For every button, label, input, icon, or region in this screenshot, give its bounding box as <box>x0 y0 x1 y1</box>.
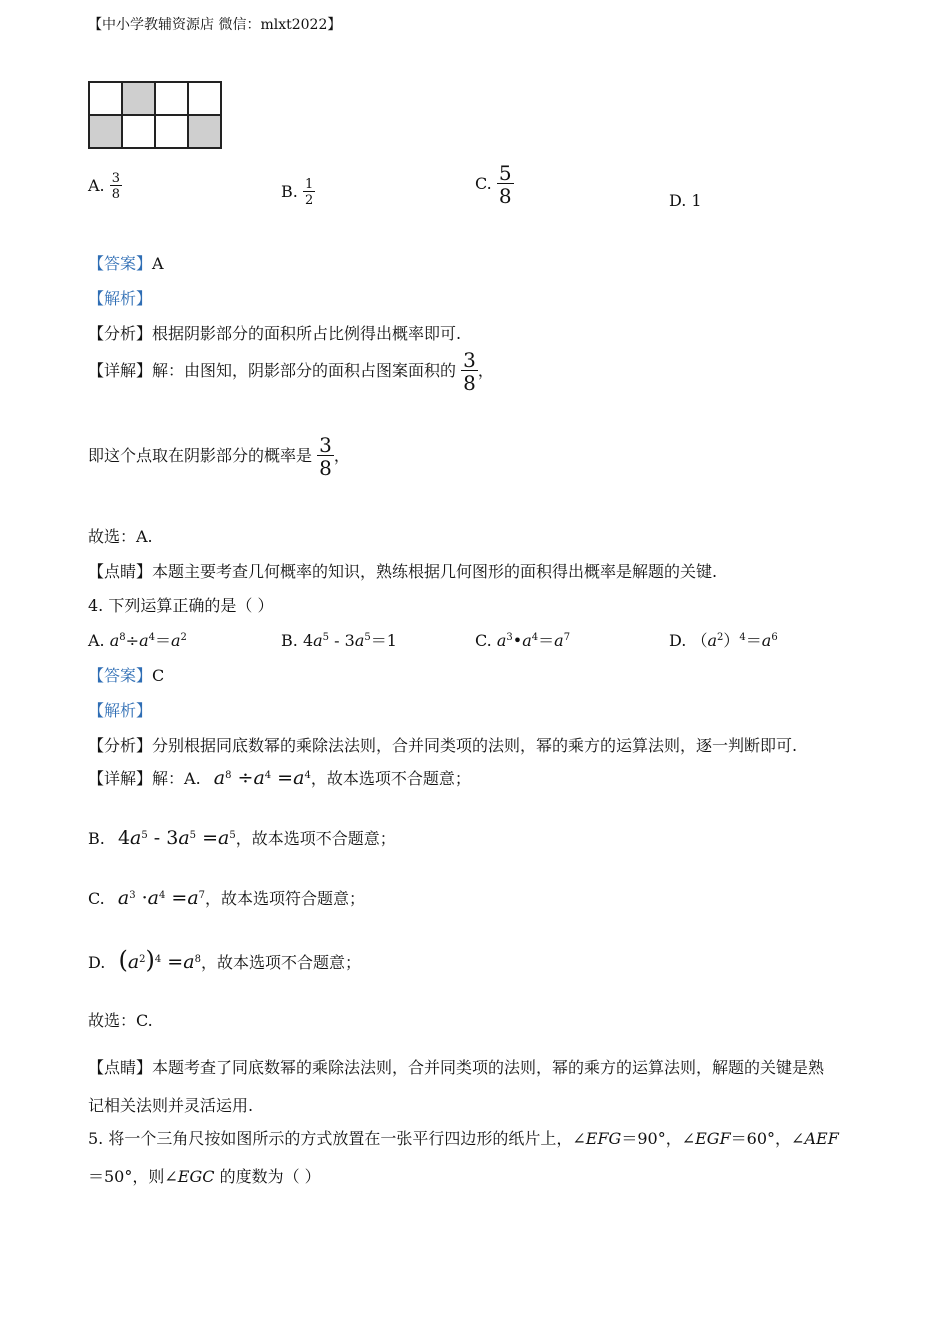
q4-dianjing <box>88 1055 824 1078</box>
q4-detail-d <box>88 946 361 974</box>
q4-analysis-tag: 【解析】 <box>88 701 153 720</box>
q4-option-d <box>669 628 778 651</box>
option-label: C. <box>475 174 492 193</box>
q4-question: 4. 下列运算正确的是（ ） <box>88 596 274 615</box>
math-expr: $a^3•a^4=a^7$ <box>496 631 571 650</box>
fraction <box>317 435 334 478</box>
q4-detail-a <box>88 766 471 789</box>
option-label: A. <box>88 176 105 195</box>
fenxi-tag: 【分析】 <box>88 324 153 343</box>
q4-option-b <box>281 628 397 651</box>
numerator: 3 <box>463 348 476 372</box>
angle-name: AEF <box>804 1129 839 1148</box>
punct: ， <box>333 446 350 465</box>
denominator: 2 <box>304 193 314 208</box>
q5-text: 5. 将一个三角尺按如图所示的方式放置在一张平行四边形的纸片上，∠ <box>88 1129 586 1148</box>
q3-answer <box>88 251 164 274</box>
dianjing-text: 本题考查了同底数幂的乘除法法则，合并同类项的法则，幂的乘方的运算法则，解题的关键是熟 <box>152 1058 825 1077</box>
numerator: 3 <box>319 433 332 457</box>
answer-tag: 【答案】 <box>88 254 153 273</box>
grid-cell <box>89 82 122 115</box>
q4-answer <box>88 663 164 686</box>
denominator: 8 <box>319 456 332 480</box>
q4-fenxi <box>88 733 797 756</box>
q5-question-line1 <box>88 1126 839 1149</box>
q4-dianjing-line2: 记相关法则并灵活运用. <box>88 1096 254 1115</box>
q3-fenxi <box>88 321 461 344</box>
option-label: D. <box>88 953 106 972</box>
numerator: 1 <box>304 177 314 192</box>
q5-question-line2 <box>88 1164 321 1187</box>
q3-detail <box>88 350 494 393</box>
detail-tail: ，故本选项不合题意； <box>310 769 471 788</box>
q4-option-c <box>475 628 570 651</box>
punct: ， <box>477 361 494 380</box>
grid-cell <box>89 115 122 148</box>
math-expr: $4a^5 - 3a^5 =a^5$ <box>117 827 236 849</box>
answer-value: A <box>152 254 164 273</box>
dianjing-tag: 【点睛】 <box>88 1058 153 1077</box>
q3-option-b <box>281 178 315 207</box>
option-label: B. <box>88 829 105 848</box>
angle-name: EGF <box>695 1129 731 1148</box>
q5-text: ＝50°，则∠ <box>88 1167 178 1186</box>
fraction <box>497 163 514 206</box>
q5-text: ＝90°，∠ <box>621 1129 696 1148</box>
option-label: D. <box>669 631 687 650</box>
option-label: C. <box>88 889 105 908</box>
math-expr: $(a^2)^4 =a^8$ <box>118 946 201 974</box>
detail-text: 解：A. <box>152 769 201 788</box>
detail-text: 解：由图知，阴影部分的面积占图案面积的 <box>152 361 457 380</box>
q3-option-c <box>475 163 514 206</box>
grid-cell <box>155 115 188 148</box>
fraction <box>461 350 478 393</box>
grid-cell <box>188 115 221 148</box>
grid-cell <box>122 82 155 115</box>
denominator: 8 <box>498 184 512 208</box>
math-expr: $a^8\div a^4=a^2$ <box>109 631 187 650</box>
numerator: 3 <box>111 171 121 186</box>
grid-cell <box>188 82 221 115</box>
fenxi-text: 分别根据同底数幂的乘除法法则，合并同类项的法则，幂的乘方的运算法则，逐一判断即可. <box>152 736 798 755</box>
page-header: 【中小学教辅资源店 微信：mlxt2022】 <box>88 17 342 33</box>
dianjing-tag: 【点睛】 <box>88 562 153 581</box>
probability-grid-figure <box>88 81 222 149</box>
dianjing-text: 本题主要考查几何概率的知识，熟练根据几何图形的面积得出概率是解题的关键. <box>152 562 718 581</box>
option-label: B. <box>281 631 298 650</box>
q4-detail-c <box>88 886 365 909</box>
numerator: 5 <box>498 161 512 185</box>
fraction <box>110 172 122 201</box>
math-expr: $4a^5 - 3a^5=1$ <box>302 631 397 650</box>
angle-name: EFG <box>585 1129 622 1148</box>
fenxi-tag: 【分析】 <box>88 736 153 755</box>
denominator: 8 <box>463 371 476 395</box>
option-label: C. <box>475 631 492 650</box>
q3-option-d: D. 1 <box>669 191 702 210</box>
q3-option-a <box>88 172 122 201</box>
option-label: B. <box>281 182 298 201</box>
grid-cell <box>155 82 188 115</box>
detail-text: 即这个点取在阴影部分的概率是 <box>88 446 313 465</box>
denominator: 8 <box>111 187 121 202</box>
q5-text: 的度数为（ ） <box>214 1167 321 1186</box>
option-label: A. <box>88 631 105 650</box>
fenxi-text: 根据阴影部分的面积所占比例得出概率即可. <box>152 324 462 343</box>
angle-name: EGC <box>177 1167 215 1186</box>
math-expr: $(a^2)^4=a^6$ <box>691 631 778 650</box>
q3-choose: 故选：A. <box>88 527 153 546</box>
detail-tail: ，故本选项不合题意； <box>200 953 361 972</box>
detail-tag: 【详解】 <box>88 361 153 380</box>
answer-tag: 【答案】 <box>88 666 153 685</box>
q3-dianjing <box>88 559 717 582</box>
q4-detail-b <box>88 826 396 849</box>
fraction <box>303 178 315 207</box>
grid-cell <box>122 115 155 148</box>
q4-choose: 故选：C. <box>88 1011 153 1030</box>
detail-tag: 【详解】 <box>88 769 153 788</box>
detail-tail: ，故本选项符合题意； <box>205 889 366 908</box>
answer-value: C <box>152 666 165 685</box>
q4-option-a <box>88 628 187 651</box>
q5-text: ＝60°，∠ <box>730 1129 805 1148</box>
q3-detail-line2 <box>88 435 350 478</box>
q3-analysis-tag: 【解析】 <box>88 289 153 308</box>
math-expr: $a^3 \cdot a^4 =a^7$ <box>117 887 206 909</box>
math-expr: $a^8 \div a^4 =a^4$ <box>213 767 311 789</box>
detail-tail: ，故本选项不合题意； <box>235 829 396 848</box>
